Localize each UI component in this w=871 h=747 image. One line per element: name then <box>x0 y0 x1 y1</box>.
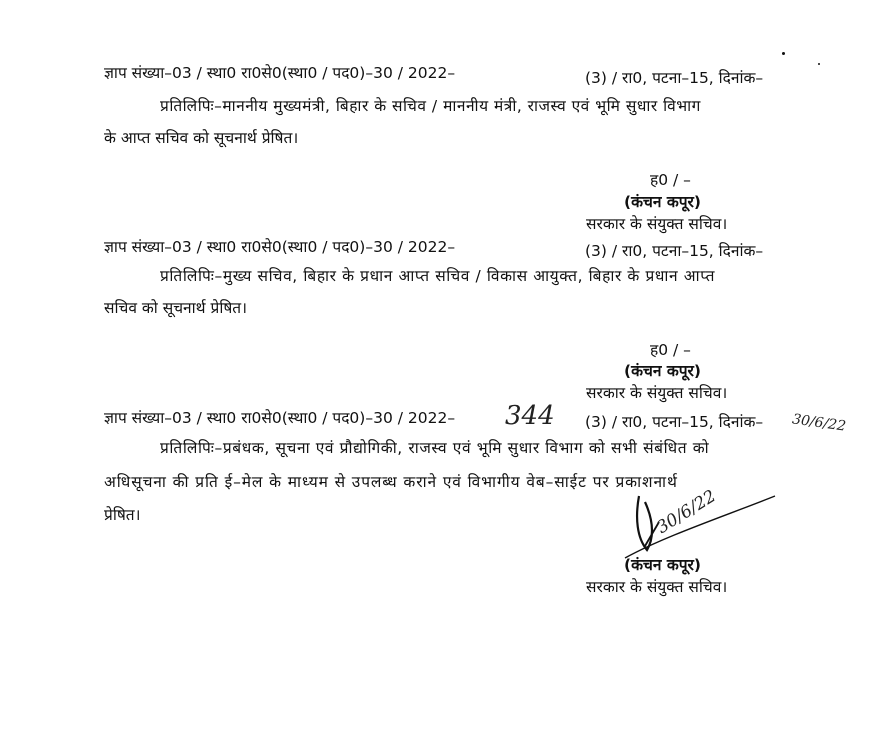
signatory-designation: सरकार के संयुक्त सचिव। <box>586 384 728 402</box>
signatory-name: (कंचन कपूर) <box>624 556 701 574</box>
signature-date: 30/6/22 <box>653 486 720 538</box>
stray-ink-dot <box>782 52 785 55</box>
copy-to-text: प्रेषित। <box>104 506 141 524</box>
copy-to-text: सचिव को सूचनार्थ प्रेषित। <box>104 299 247 317</box>
copy-to-text: प्रतिलिपिः–माननीय मुख्यमंत्री, बिहार के सचिव / माननीय मंत्री, राजस्व एवं भूमि सुधार विभाग <box>160 97 701 115</box>
signatory-designation: सरकार के संयुक्त सचिव। <box>586 578 728 596</box>
handwritten-date: 30/6/22 <box>791 411 847 435</box>
memo-reference-number: ज्ञाप संख्या–03 / स्था0 रा0से0(स्था0 / पद0)–30 / 2022– <box>104 64 456 82</box>
copy-to-text: के आप्त सचिव को सूचनार्थ प्रेषित। <box>104 129 299 147</box>
signatory-name: (कंचन कपूर) <box>624 193 701 211</box>
memo-reference-place-date: (3) / रा0, पटना–15, दिनांक– <box>585 413 764 431</box>
copy-to-text: अधिसूचना की प्रति ई–मेल के माध्यम से उपलब्ध कराने एवं विभागीय वेब–साईट पर प्रकाशनार्थ <box>104 473 678 491</box>
copy-to-text: प्रतिलिपिः–प्रबंधक, सूचना एवं प्रौद्योगिकी, राजस्व एवं भूमि सुधार विभाग को सभी संबंधित को <box>160 439 710 457</box>
memo-reference-place-date: (3) / रा0, पटना–15, दिनांक– <box>585 69 764 87</box>
handwritten-memo-number: 344 <box>505 401 555 431</box>
signatory-designation: सरकार के संयुक्त सचिव। <box>586 215 728 233</box>
signature-placeholder: ह0 / – <box>650 171 691 189</box>
memo-reference-place-date: (3) / रा0, पटना–15, दिनांक– <box>585 242 764 260</box>
signature-placeholder: ह0 / – <box>650 341 691 359</box>
copy-to-text: प्रतिलिपिः–मुख्य सचिव, बिहार के प्रधान आप्त सचिव / विकास आयुक्त, बिहार के प्रधान आप्त <box>160 267 716 285</box>
signatory-name: (कंचन कपूर) <box>624 362 701 380</box>
memo-reference-number: ज्ञाप संख्या–03 / स्था0 रा0से0(स्था0 / पद0)–30 / 2022– <box>104 238 456 256</box>
memo-reference-number: ज्ञाप संख्या–03 / स्था0 रा0से0(स्था0 / पद0)–30 / 2022– <box>104 409 456 427</box>
stray-ink-dot <box>818 63 820 65</box>
